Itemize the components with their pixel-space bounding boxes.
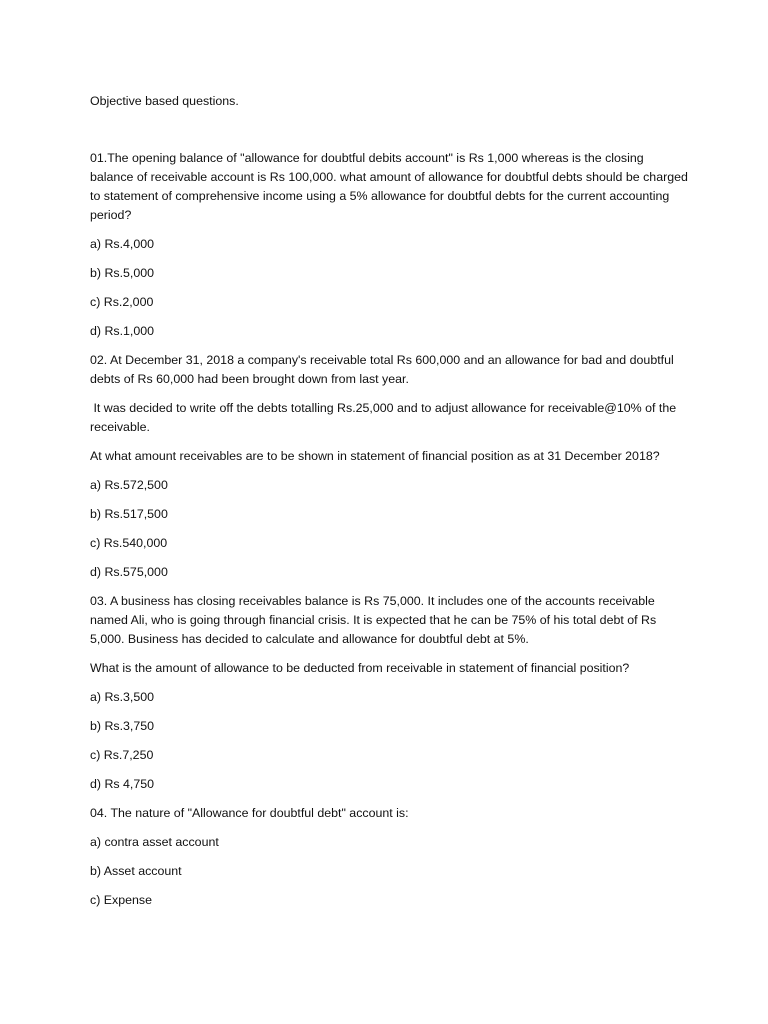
question-1-option-c: c) Rs.2,000	[90, 295, 154, 309]
question-3-option-d: d) Rs 4,750	[90, 777, 155, 791]
document-content	[90, 92, 690, 920]
question-3-option-c: c) Rs.7,250	[90, 748, 154, 762]
question-3-option-a: a) Rs.3,500	[90, 690, 155, 704]
question-3-text-2: What is the amount of allowance to be deducted from receivable in statement of financial position?	[90, 661, 630, 675]
question-1-option-a: a) Rs.4,000	[90, 237, 155, 251]
question-4-text: 04. The nature of "Allowance for doubtful debt" account is:	[90, 806, 409, 820]
question-4-option-b: b) Asset account	[90, 864, 182, 878]
question-2-option-c: c) Rs.540,000	[90, 536, 168, 550]
document-heading: Objective based questions.	[90, 94, 239, 108]
question-2-text: 02. At December 31, 2018 a company's receivable total Rs 600,000 and an allowance for bad and doubtful debts of Rs 60,000 had been brought down from last year.	[90, 353, 674, 386]
question-2-text-3: At what amount receivables are to be shown in statement of financial position as at 31 December 2018?	[90, 449, 660, 463]
question-3-text: 03. A business has closing receivables balance is Rs 75,000. It includes one of the accounts receivable named Ali, who is going through financial crisis. It is expected that he can be 75% of his total debt of Rs 5,000. Business has decided to calculate and allowance for doubtful debt at 5%.	[90, 594, 657, 646]
question-1-option-d: d) Rs.1,000	[90, 324, 155, 338]
question-1-text: 01.The opening balance of "allowance for doubtful debits account" is Rs 1,000 whereas is the closing balance of receivable account is Rs 100,000. what amount of allowance for doubtful debts should be charged to statement of comprehensive income using a 5% allowance for doubtful debts for the current accounting period?	[90, 151, 688, 222]
question-4-option-c: c) Expense	[90, 893, 152, 907]
question-2-option-d: d) Rs.575,000	[90, 565, 168, 579]
question-2-option-a: a) Rs.572,500	[90, 478, 168, 492]
question-4-option-a: a) contra asset account	[90, 835, 219, 849]
question-1-option-b: b) Rs.5,000	[90, 266, 155, 280]
question-2-option-b: b) Rs.517,500	[90, 507, 168, 521]
question-2-text-2: It was decided to write off the debts totalling Rs.25,000 and to adjust allowance for receivable@10% of the receivable.	[90, 401, 680, 434]
question-3-option-b: b) Rs.3,750	[90, 719, 155, 733]
